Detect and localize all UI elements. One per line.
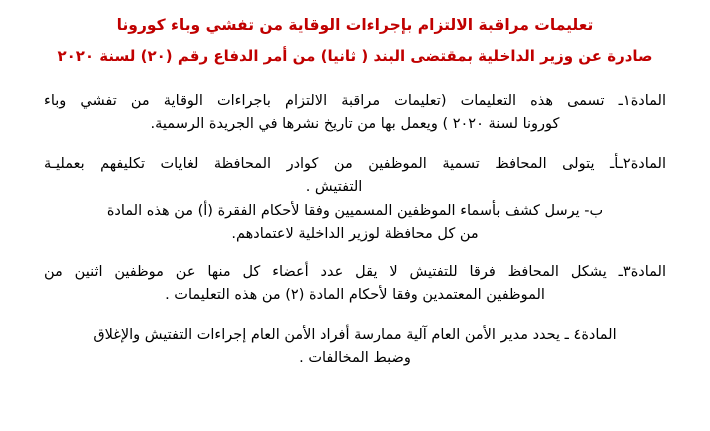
article-1-paragraph bbox=[22, 90, 688, 137]
article-4-line-2: وضبط المخالفات . bbox=[299, 350, 411, 367]
article-1-line-1: المادة١ـ تسمى هذه التعليمات (تعليمات مراقبة الالتزام باجراءات الوقاية من تفشي وباء bbox=[44, 92, 666, 109]
article-3-line-2: الموظفين المعتمدين وفقا لأحكام المادة (٢) من هذه التعليمات . bbox=[165, 287, 545, 304]
article-2-line-3: ب- يرسل كشف بأسماء الموظفين المسميين وفقا لأحكام الفقرة (أ) من هذه المادة bbox=[106, 202, 604, 219]
article-4-line-1: المادة٤ ـ يحدد مدير الأمن العام آلية ممارسة أفراد الأمن العام إجراءات التفتيش والإغلاق bbox=[93, 326, 617, 343]
article-2-line-4: من كل محافظة لوزير الداخلية لاعتمادهم. bbox=[231, 226, 479, 243]
article-3-paragraph bbox=[22, 261, 688, 308]
document-title-block bbox=[22, 14, 688, 68]
article-3-line-1: المادة٣ـ يشكل المحافظ فرقا للتفتيش لا يقل عدد أعضاء كل منها عن موظفين اثنين من bbox=[44, 263, 666, 280]
article-2-paragraph bbox=[22, 153, 688, 247]
article-4-paragraph bbox=[22, 324, 688, 371]
article-1-line-2: كورونا لسنة ٢٠٢٠ ) ويعمل بها من تاريخ نشرها في الجريدة الرسمية. bbox=[150, 116, 560, 133]
document-body bbox=[22, 90, 688, 371]
article-2-line-2: التفتيش . bbox=[305, 179, 363, 196]
article-2-line-1: المادة٢ـأـ يتولى المحافظ تسمية الموظفين من كوادر المحافظة لغايات تكليفهم بعمليـة bbox=[44, 155, 666, 172]
document-title-line-1: تعليمات مراقبة الالتزام بإجراءات الوقاية من تفشي وباء كورونا bbox=[116, 16, 594, 34]
document-title-line-2: صادرة عن وزير الداخلية بمقتضى البند ( ثانيا) من أمر الدفاع رقم (٢٠) لسنة ٢٠٢٠ bbox=[57, 47, 653, 66]
